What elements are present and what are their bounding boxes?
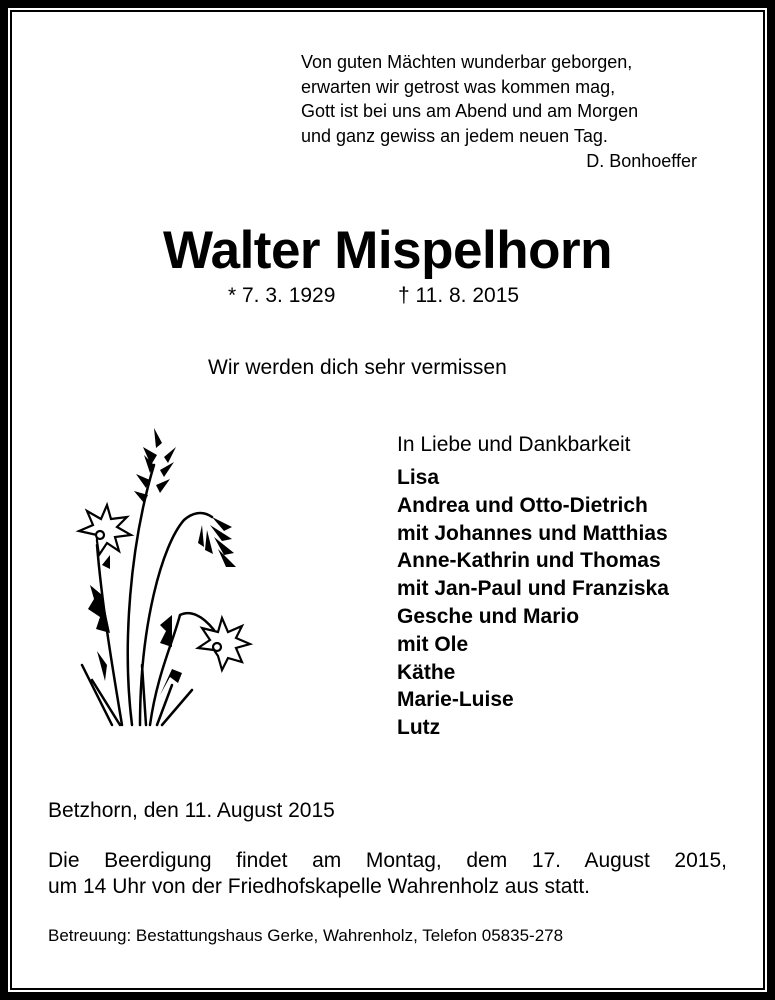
wheat-flower-illustration xyxy=(62,425,262,745)
mourner-name: mit Ole xyxy=(397,632,469,656)
quote-line: erwarten wir getrost was kommen mag, xyxy=(301,76,616,97)
quote-line: und ganz gewiss an jedem neuen Tag. xyxy=(301,125,608,146)
mourner-name: Lutz xyxy=(397,716,441,740)
mourner-name: mit Johannes und Matthias xyxy=(397,521,668,545)
quote-line: Von guten Mächten wunderbar geborgen, xyxy=(301,52,633,72)
funeral-line: Die Beerdigung findet am Montag, dem 17. August 2015, xyxy=(48,849,727,872)
bonhoeffer-quote xyxy=(301,50,638,148)
funeral-line: um 14 Uhr von der Friedhofskapelle Wahrenholz aus statt. xyxy=(48,875,590,898)
mourner-name: Gesche und Mario xyxy=(397,604,580,628)
death-date: † 11. 8. 2015 xyxy=(398,284,520,307)
deceased-name: Walter Mispelhorn xyxy=(163,221,612,280)
place-and-date: Betzhorn, den 11. August 2015 xyxy=(48,799,335,822)
mourner-name: Lisa xyxy=(397,466,440,489)
mourner-name: mit Jan-Paul und Franziska xyxy=(397,577,669,601)
mourner-name: Marie-Luise xyxy=(397,688,514,712)
farewell-message: Wir werden dich sehr vermissen xyxy=(208,356,507,379)
mourner-name: Käthe xyxy=(397,660,456,684)
mourners-intro: In Liebe und Dankbarkeit xyxy=(397,433,631,456)
quote-author: D. Bonhoeffer xyxy=(586,151,697,171)
mourner-name: Andrea und Otto-Dietrich xyxy=(397,493,648,517)
funeral-home-info: Betreuung: Bestattungshaus Gerke, Wahrenholz, Telefon 05835-278 xyxy=(48,926,564,945)
mourners-list xyxy=(397,464,669,742)
mourner-name: Anne-Kathrin und Thomas xyxy=(397,549,661,573)
funeral-details xyxy=(48,848,727,900)
birth-date: * 7. 3. 1929 xyxy=(228,284,336,307)
quote-line: Gott ist bei uns am Abend und am Morgen xyxy=(301,101,639,121)
